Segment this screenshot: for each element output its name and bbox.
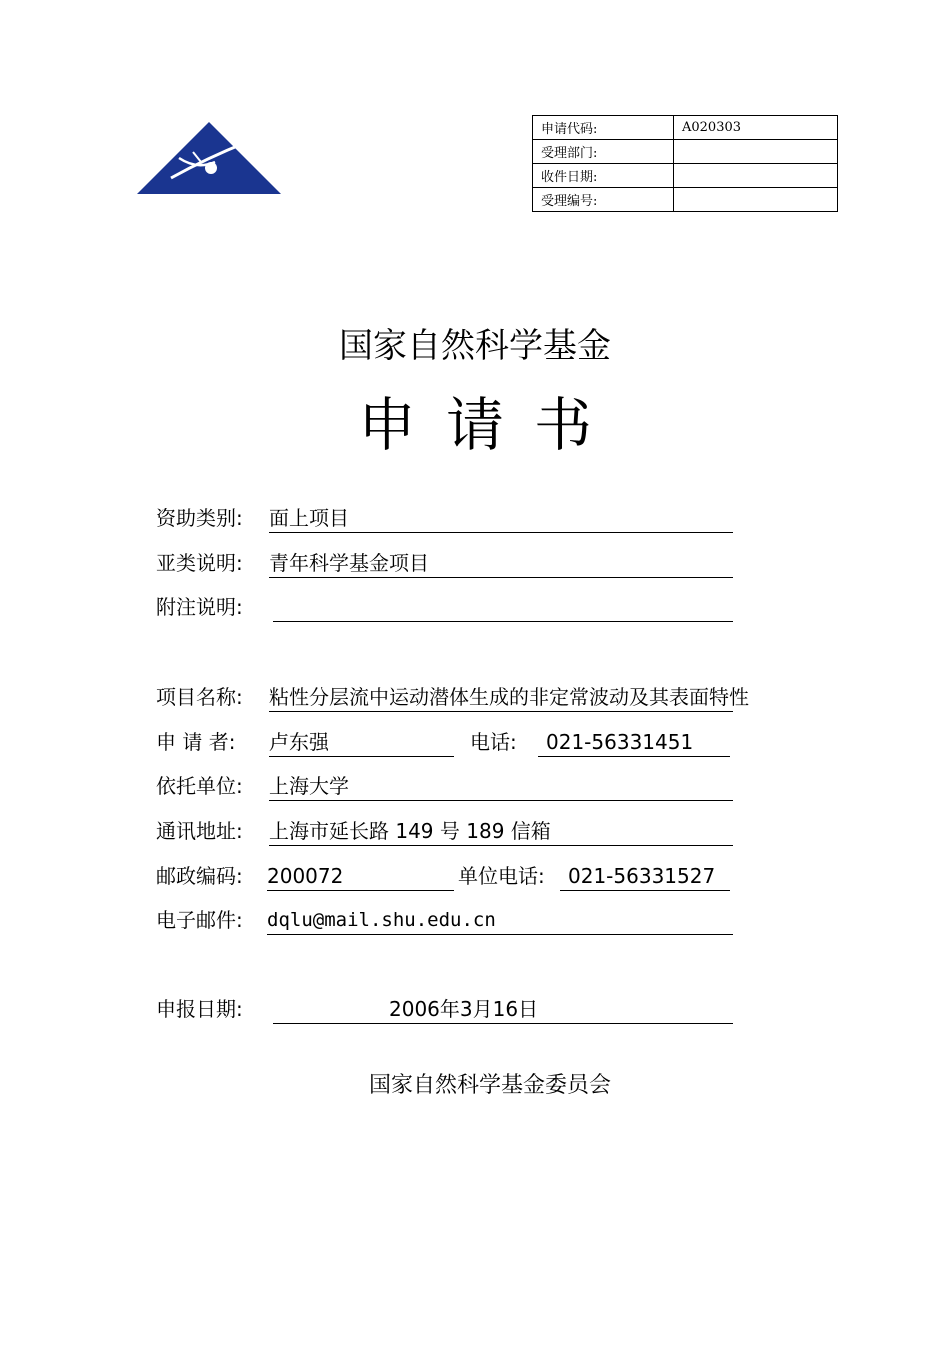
committee-name: 国家自然科学基金委员会 [368,1073,611,1098]
field-line [273,994,733,1024]
field-line [269,503,733,533]
field-line [269,727,454,757]
field-label: 附注说明: [156,595,243,619]
document-title: 申请书 [357,391,622,459]
admin-row-code [533,116,838,140]
field-line [269,816,733,846]
field-line [560,861,730,891]
admin-info-table [532,115,838,212]
field-label: 项目名称: [156,685,243,709]
field-label: 电子邮件: [156,908,243,932]
admin-label: 受理编号: [533,188,674,212]
nsfc-logo-icon [137,122,281,194]
admin-value [674,188,838,212]
field-line [538,727,730,757]
field-label: 邮政编码: [156,864,243,888]
field-line [273,592,733,622]
admin-value [674,140,838,164]
field-line [269,548,733,578]
field-label: 申报日期: [156,997,243,1021]
field-label: 资助类别: [156,506,243,530]
field-value: 021-56331527 [568,864,716,888]
field-value: 200072 [267,864,344,888]
admin-row-receipt-date [533,164,838,188]
field-label: 单位电话: [458,864,545,888]
organization-title: 国家自然科学基金 [339,326,611,366]
field-value: 青年科学基金项目 [269,551,429,575]
field-value: 021-56331451 [546,730,694,754]
field-line [267,861,454,891]
field-value: 卢东强 [269,730,329,754]
admin-label: 申请代码: [533,116,674,140]
field-label: 申 请 者: [156,730,236,754]
field-label: 通讯地址: [156,819,243,843]
field-value: dqlu@mail.shu.edu.cn [267,909,496,931]
admin-row-number [533,188,838,212]
field-line [267,905,733,935]
field-value: 上海大学 [269,774,349,798]
field-line [269,682,749,712]
field-label: 电话: [470,730,517,754]
field-label: 亚类说明: [156,551,243,575]
field-value: 面上项目 [269,506,349,530]
field-value: 粘性分层流中运动潜体生成的非定常波动及其表面特性 [269,685,749,709]
field-value: 2006年3月16日 [389,997,539,1021]
field-line [269,771,733,801]
admin-value: A020303 [674,116,838,140]
field-label: 依托单位: [156,774,243,798]
field-value: 上海市延长路 149 号 189 信箱 [269,819,551,843]
admin-label: 收件日期: [533,164,674,188]
admin-label: 受理部门: [533,140,674,164]
admin-row-department [533,140,838,164]
admin-value [674,164,838,188]
